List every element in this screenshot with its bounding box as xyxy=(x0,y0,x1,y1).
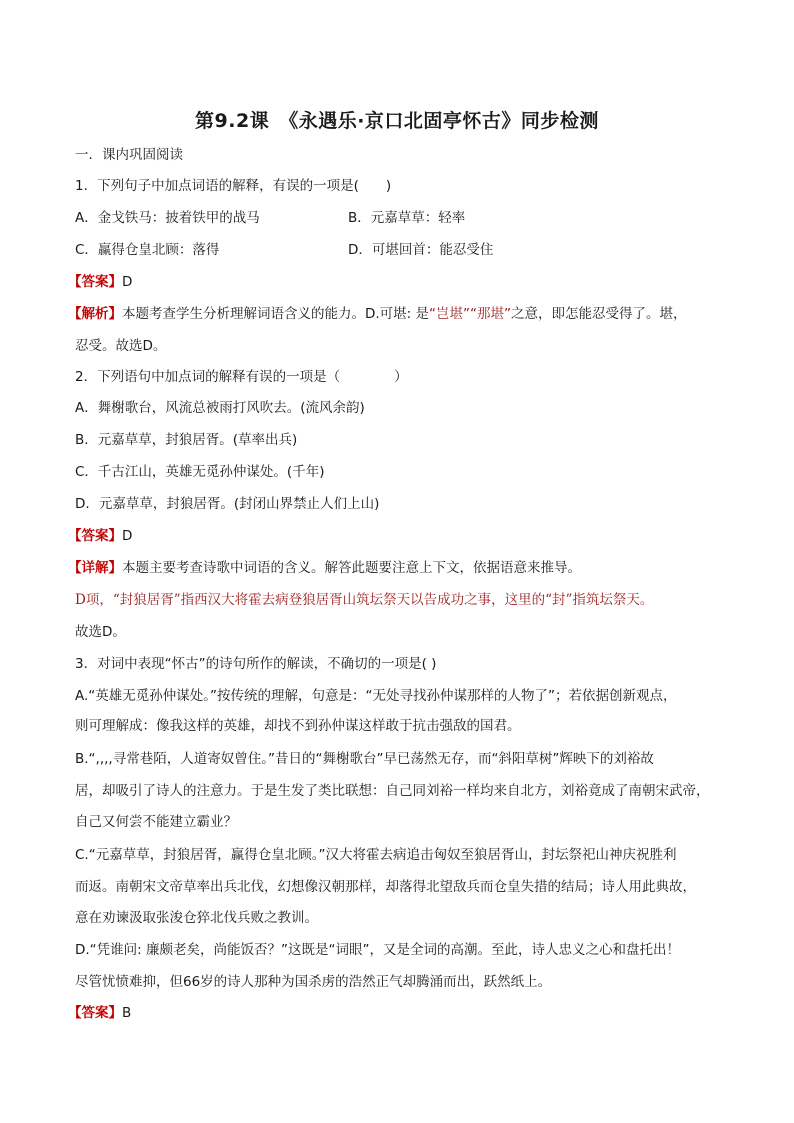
q3-option-b-line2: 居，却吸引了诗人的注意力。于是生发了类比联想：自己同刘裕一样均来自北方，刘裕竟成了南朝宋武帝， xyxy=(75,783,710,799)
q3-option-b-line1: B.“,,,,寻常巷陌，人道寄奴曾住。”昔日的“舞榭歌台”早已荡然无存，而“斜阳草树”辉映下的刘裕故 xyxy=(75,751,654,767)
q2-option-a: A．舞榭歌台，风流总被雨打风吹去。(流风余韵) xyxy=(75,400,365,416)
q1-option-c: C．赢得仓皇北顾：落得 xyxy=(75,242,220,258)
q3-option-a-line2: 则可理解成：像我这样的英雄，却找不到孙仲谋这样敢于抗击强敌的国君。 xyxy=(75,718,521,734)
q2-conclusion: 故选D。 xyxy=(75,624,126,640)
q3-option-c-line2: 而返。南朝宋文帝草率出兵北伐，幻想像汉朝那样，却落得北望敌兵而仓皇失措的结局；诗人用此典故， xyxy=(75,879,696,895)
answer-tag: 【答案】 xyxy=(68,1005,122,1021)
q3-option-d-line2: 尽管忧愤难抑，但66岁的诗人那种为国杀虏的浩然正气却腾涌而出，跃然纸上。 xyxy=(75,974,552,990)
detail-text: 本题主要考查诗歌中词语的含义。解答此题要注意上下文，依据语意来推导。 xyxy=(122,560,581,576)
q3-option-d-line1: D.“凭谁问: 廉颇老矣，尚能饭否？”这既是“词眼”，又是全词的高潮。至此，诗人忠义之心和盘托出！ xyxy=(75,942,681,958)
q2-detail xyxy=(68,559,581,577)
q3-option-a-line1: A.“英雄无觅孙仲谋处。”按传统的理解，句意是：“无处寻找孙仲谋那样的人物了”；若依据创新观点， xyxy=(75,688,677,704)
analysis-tag: 【解析】 xyxy=(68,306,122,322)
q2-note: D项，“封狼居胥”指西汉大将霍去病登狼居胥山筑坛祭天以告成功之事，这里的“封”指筑坛祭天。 xyxy=(75,592,654,608)
q1-option-b: B．元嘉草草：轻率 xyxy=(348,210,466,226)
q3-option-c-line1: C.“元嘉草草，封狼居胥，赢得仓皇北顾。”汉大将霍去病追击匈奴至狼居胥山，封坛祭祀山神庆祝胜利 xyxy=(75,847,677,863)
q2-option-d: D．元嘉草草，封狼居胥。(封闭山界禁止人们上山) xyxy=(75,496,380,512)
q3-option-c-line3: 意在劝谏汲取张浚仓猝北伐兵败之教训。 xyxy=(75,910,318,926)
q3-option-b-line3: 自己又何尝不能建立霸业？ xyxy=(75,814,237,830)
section-heading: 一．课内巩固阅读 xyxy=(75,147,183,163)
q1-option-d: D．可堪回首：能忍受住 xyxy=(348,242,494,258)
page-title: 第9.2课 《永遇乐·京口北固亭怀古》同步检测 xyxy=(195,110,599,132)
q2-option-c: C．千古江山，英雄无觅孙仲谋处。(千年) xyxy=(75,464,325,480)
answer-value: D xyxy=(122,528,133,544)
q2-stem: 2．下列语句中加点词的解释有误的一项是（ ） xyxy=(75,369,408,385)
answer-value: B xyxy=(122,1005,132,1021)
q2-option-b: B．元嘉草草，封狼居胥。(草率出兵) xyxy=(75,432,298,448)
q1-analysis-cont: 忍受。故选D。 xyxy=(75,338,167,354)
q1-stem: 1．下列句子中加点词语的解释，有误的一项是( ) xyxy=(75,178,392,194)
answer-value: D xyxy=(122,274,133,290)
q2-answer xyxy=(68,527,132,545)
analysis-text-2: 之意，即怎能忍受得了。堪， xyxy=(511,306,687,322)
q3-stem: 3．对词中表现“怀古”的诗句所作的解读，不确切的一项是( ) xyxy=(75,656,437,672)
analysis-quote: “岂堪”“那堪” xyxy=(429,306,512,322)
analysis-text-1: 本题考查学生分析理解词语含义的能力。D.可堪: 是 xyxy=(122,306,430,322)
q1-answer xyxy=(68,273,132,291)
q1-analysis xyxy=(68,305,687,323)
answer-tag: 【答案】 xyxy=(68,528,122,544)
detail-tag: 【详解】 xyxy=(68,560,122,576)
answer-tag: 【答案】 xyxy=(68,274,122,290)
q3-answer xyxy=(68,1004,131,1022)
q1-option-a: A．金戈铁马：披着铁甲的战马 xyxy=(75,210,260,226)
